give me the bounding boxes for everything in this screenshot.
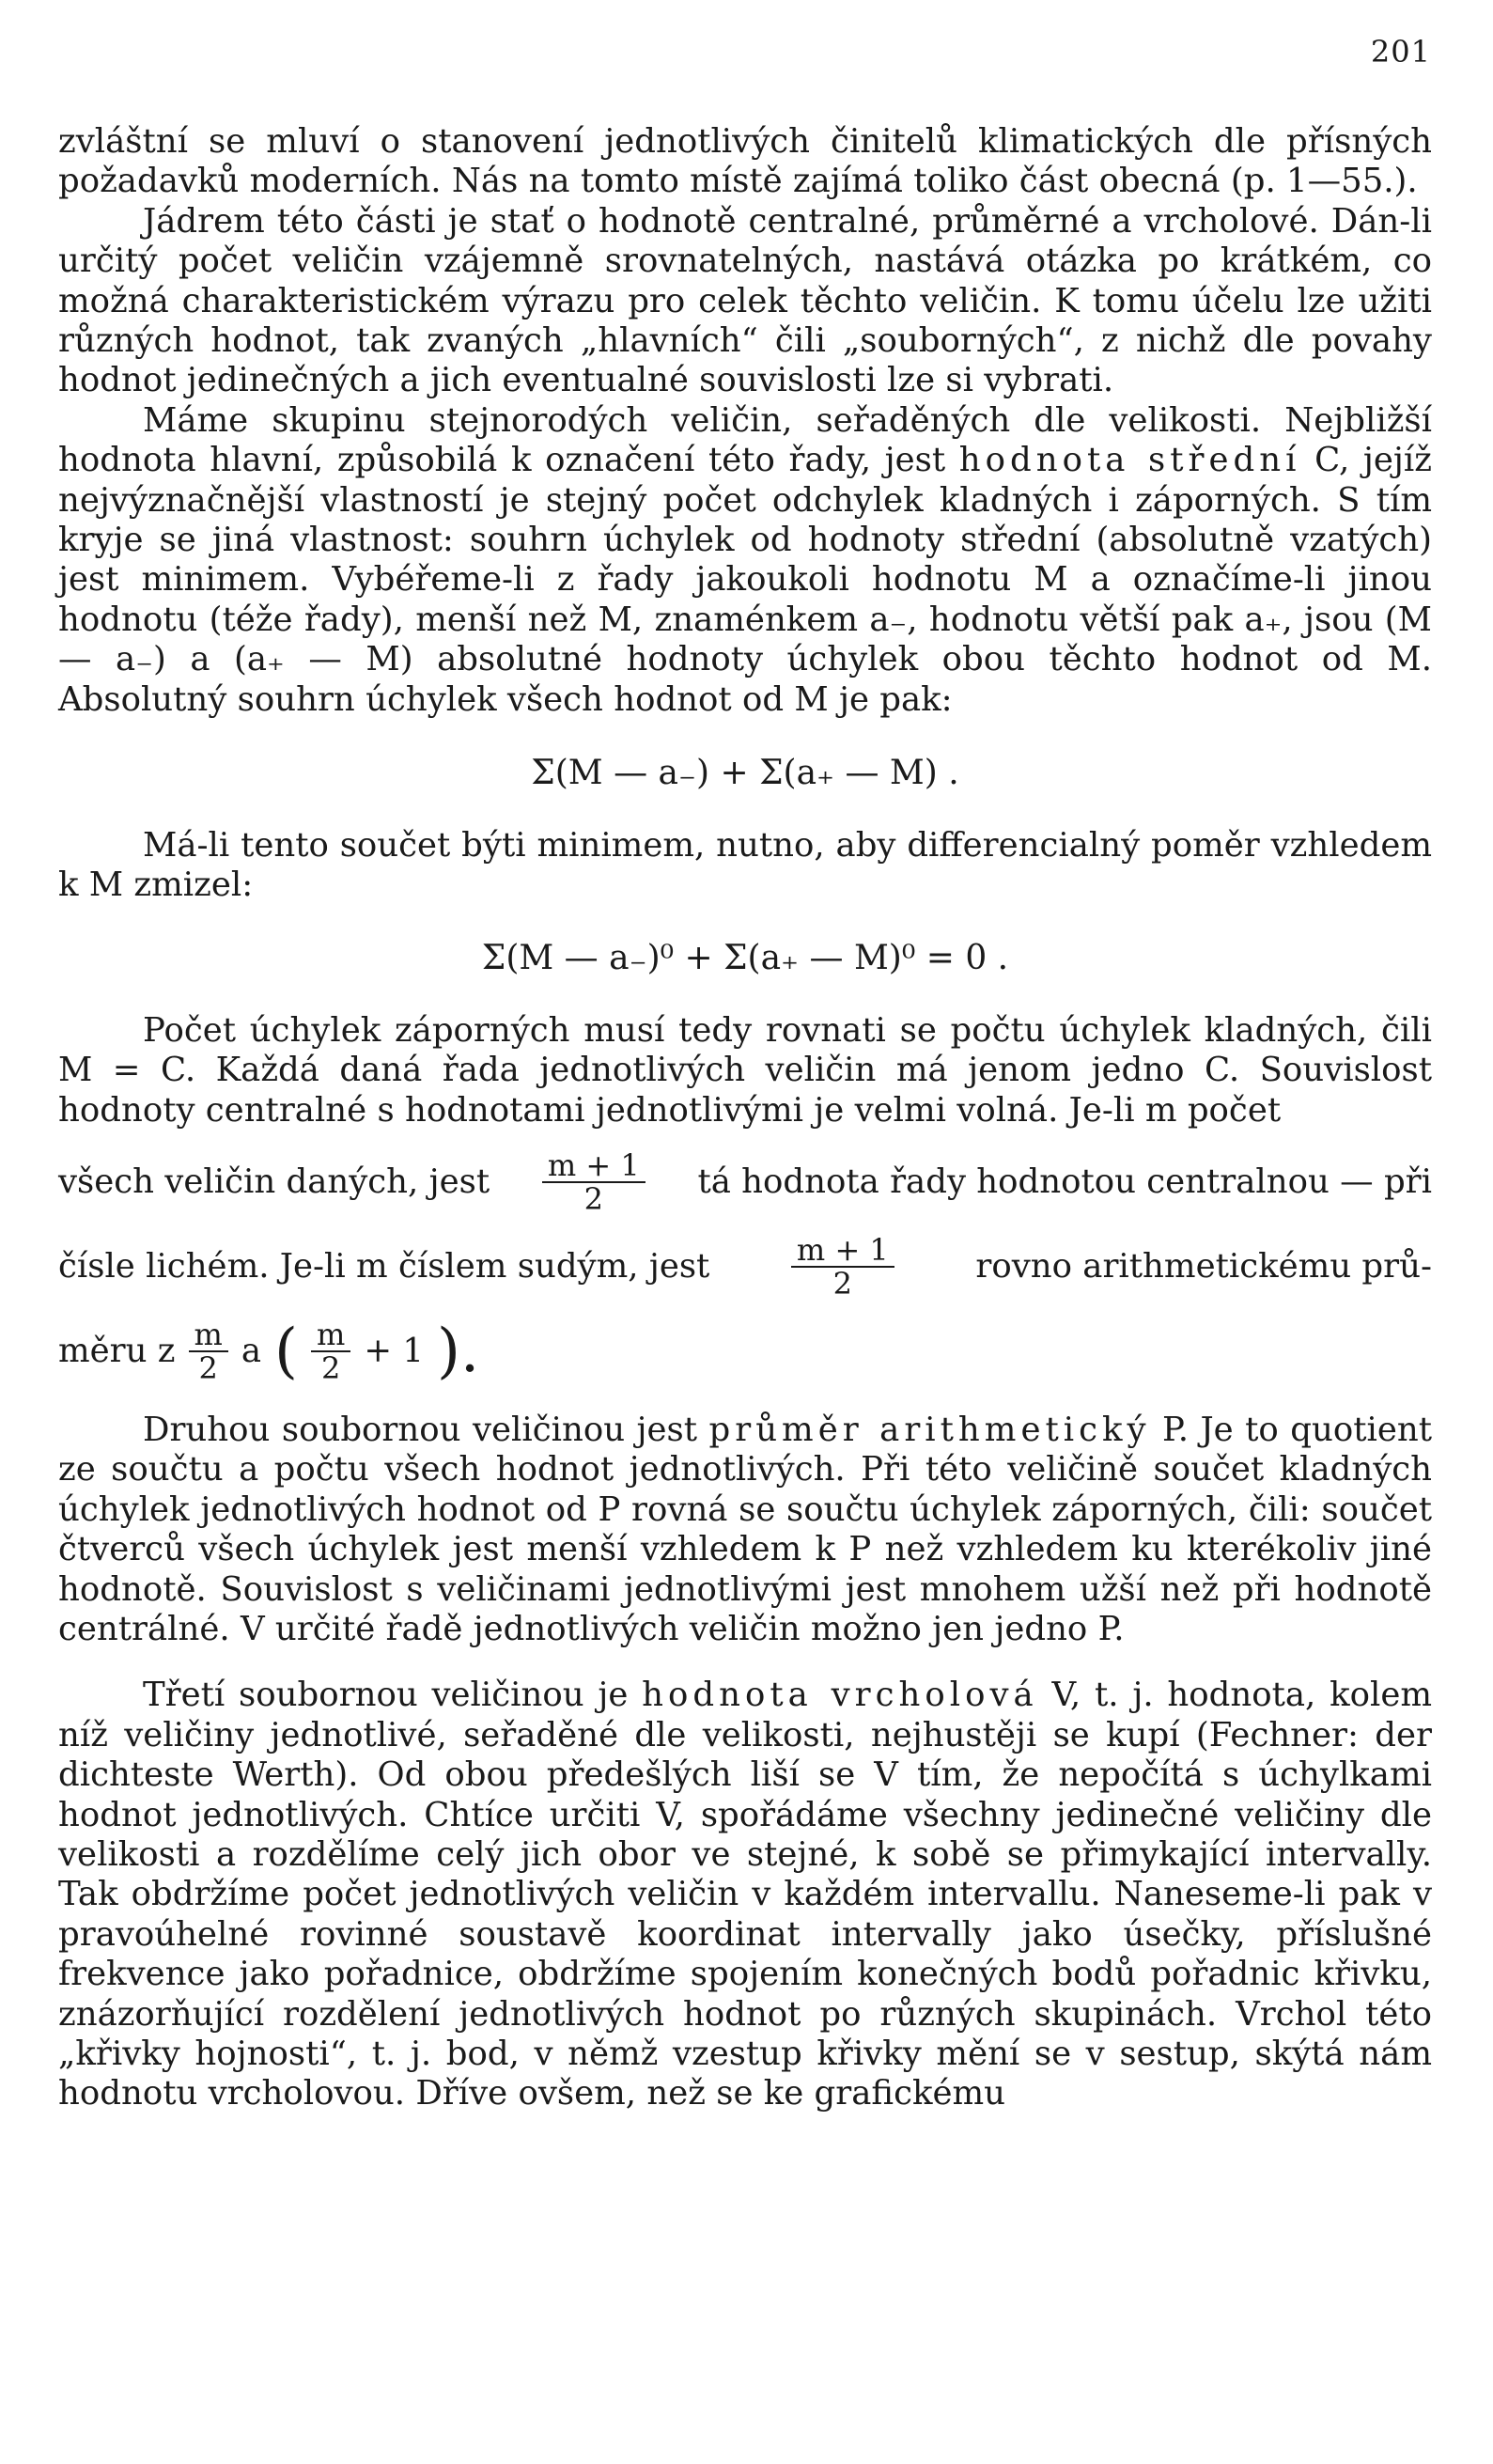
fraction-denominator: 2 <box>832 1265 853 1302</box>
fraction-line-3-text-b: a <box>241 1331 262 1370</box>
fraction-line-2-text-b: rovno arithmetickému prů- <box>975 1246 1432 1286</box>
fraction-denominator: 2 <box>198 1349 218 1386</box>
fraction-line-1 <box>58 1146 1432 1217</box>
paragraph-7 <box>58 1676 1432 2113</box>
fraction-m-over-2-paren <box>311 1318 350 1384</box>
paragraph-7-text-b: V, t. j. hodnota, kolem níž veličiny jednotlivé, seřaděné dle velikosti, nejhustěji se kupí (Fechner: der dichteste Werth). Od obou předešlých liší se V tím, že nepočítá s úchylkami hodnot jednotlivých. Chtíce určiti V, spořádáme všechny jedinečné veličiny dle velikosti a rozdělíme celý jich obor ve stejné, k sobě se přimykající intervally. Tak obdržíme počet jednotlivých veličin v každém intervallu. Naneseme-li pak v pravoúhelné rovinné soustavě koordinat intervally jako úsečky, příslušné frekvence jako pořadnice, obdržíme spojením konečných bodů pořadnic křivku, znázorňující rozdělení jednotlivých hodnot po různých skupinách. Vrchol této „křivky hojnosti“, t. j. bod, v němž vzestup křivky mění se v sestup, skýtá nám hodnotu vrcholovou. Dříve ovšem, než se ke grafickému <box>58 1676 1432 2113</box>
paragraph-2: Jádrem této části je stať o hodnotě centralné, průměrné a vrcholové. Dán-li určitý počet veličin vzájemně srovnatelných, nastává otázka po krátkém, co možná charakteristickém výrazu pro celek těchto veličin. K tomu účelu lze užiti různých hodnot, tak zvaných „hlavních“ čili „souborných“, z nichž dle povahy hodnot jedinečných a jich eventualné souvislosti lze si vybrati. <box>58 201 1432 400</box>
paragraph-6-text-a: Druhou soubornou veličinou jest <box>143 1410 698 1449</box>
fraction-numerator: m + 1 <box>791 1234 894 1268</box>
term-hodnota-vrcholova: hodnota vrcholová <box>642 1676 1038 1715</box>
fraction-line-1-text-a: všech veličin daných, jest <box>58 1162 490 1201</box>
paragraph-7-text-a: Třetí soubornou veličinou je <box>143 1676 629 1715</box>
fraction-line-3-text-a: měru z <box>58 1331 176 1370</box>
equation-1: Σ(M — a₋) + Σ(a₊ — M) . <box>531 754 959 793</box>
paragraph-3-text-a: Máme skupinu stejnorodých veličin, seřaděných dle velikosti. Nejbližší hodnota hlavní, způsobilá k označení této řady, jest <box>58 400 1432 480</box>
fraction-line-3 <box>58 1318 1432 1384</box>
paragraph-4: Má-li tento součet býti minimem, nutno, aby differencialný poměr vzhledem k M zmizel: <box>58 825 1432 904</box>
fraction-m-over-2 <box>189 1318 228 1384</box>
term-prumer-arithmeticky: průměr arithmetický <box>708 1410 1151 1449</box>
fraction-m-plus-1-over-2-second <box>791 1231 894 1302</box>
fraction-line-2 <box>58 1231 1432 1302</box>
paragraph-3-text-b: C, jejíž nejvýznačnější vlastností je stejný počet odchylek kladných i záporných. S tím kryje se jiná vlastnost: souhrn úchylek od hodnoty střední (absolutně vzatých) jest minimem. Vybéřeme-li z řady jakoukoli hodnotu M a označíme-li jinou hodnotu (téže řady), menší než M, znaménkem a₋, hodnotu větší pak a₊, jsou (M — a₋) a (a₊ — M) absolutné hodnoty úchylek obou těchto hodnot od M. Absolutný souhrn úchylek všech hodnot od M je pak: <box>58 441 1432 719</box>
fraction-line-1-text-b: tá hodnota řady hodnotou centralnou — při <box>697 1162 1432 1201</box>
paragraph-1: zvláštní se mluví o stanovení jednotlivých činitelů klimatických dle přísných požadavků moderních. Nás na tomto místě zajímá toliko část obecná (p. 1—55.). <box>58 122 1432 201</box>
fraction-numerator: m <box>311 1318 350 1352</box>
term-hodnota-stredni: hodnota střední <box>958 441 1301 480</box>
paragraph-3 <box>58 401 1432 720</box>
equation-2: Σ(M — a₋)⁰ + Σ(a₊ — M)⁰ = 0 . <box>481 939 1009 978</box>
fraction-denominator: 2 <box>583 1180 603 1217</box>
paragraph-5: Počet úchylek záporných musí tedy rovnati se počtu úchylek kladných, čili M = C. Každá daná řada jednotlivých veličin má jenom jedno C. Souvislost hodnoty centralné s hodnotami jednotlivými je velmi volná. Je-li m počet <box>58 1010 1432 1130</box>
fraction-m-plus-1-over-2 <box>542 1146 645 1217</box>
body-text <box>58 122 1432 2114</box>
fraction-numerator: m <box>189 1318 228 1352</box>
page-number: 201 <box>1370 34 1431 70</box>
fraction-numerator: m + 1 <box>542 1149 645 1183</box>
fraction-line-2-text-a: čísle lichém. Je-li m číslem sudým, jest <box>58 1246 710 1286</box>
fraction-line-3-text-c: + 1 <box>364 1331 424 1370</box>
left-paren: ( <box>274 1316 298 1386</box>
paragraph-6 <box>58 1411 1432 1649</box>
paragraph-6-text-b: P. Je to quotient ze součtu a počtu všech hodnot jednotlivých. Při této veličině součet kladných úchylek jednotlivých hodnot od P rovná se součtu úchylek záporných, čili: součet čtverců všech úchylek jest menší vzhledem k P než vzhledem ku kterékoliv jiné hodnotě. Souvislost s veličinami jednotlivými jest mnohem užší než při hodnotě centrálné. V určité řadě jednotlivých veličin možno jen jedno P. <box>58 1410 1432 1648</box>
right-paren: ). <box>436 1316 480 1386</box>
fraction-denominator: 2 <box>320 1349 341 1386</box>
